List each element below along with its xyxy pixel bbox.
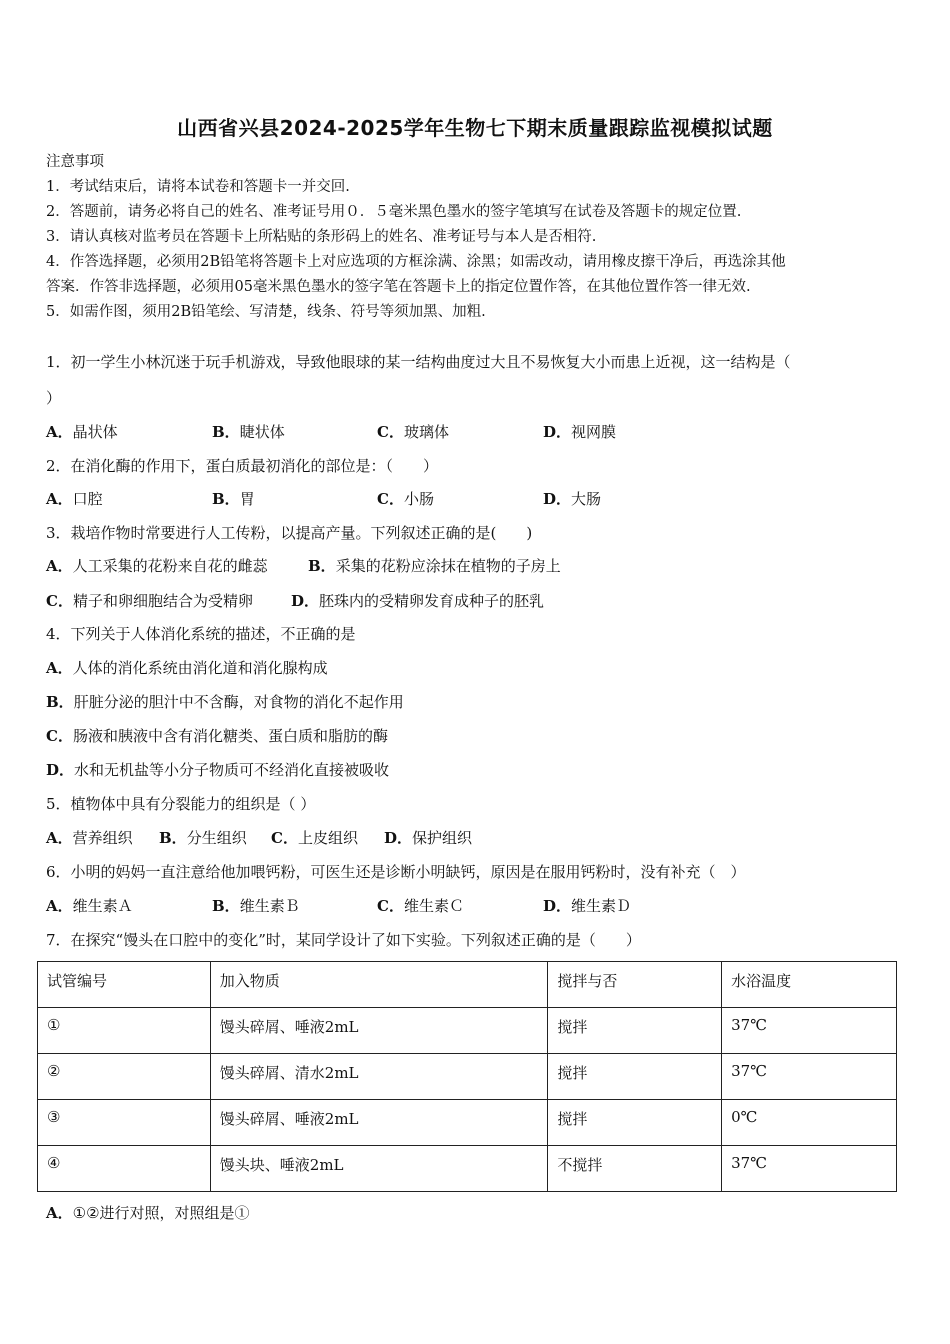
q6-option-a <box>46 896 133 916</box>
option-letter: A． <box>46 897 73 915</box>
option-text: 水和无机盐等小分子物质可不经消化直接被吸收 <box>74 761 390 779</box>
option-letter: D． <box>291 592 320 610</box>
option-text: 人工采集的花粉来自花的雌蕊 <box>72 557 268 575</box>
table-row <box>38 1146 897 1192</box>
q2-stem: 2．在消化酶的作用下，蛋白质最初消化的部位是：（ ） <box>46 457 439 475</box>
table-header-cell: 水浴温度 <box>722 962 897 1008</box>
option-letter: D． <box>543 897 572 915</box>
table-cell: ④ <box>38 1146 211 1192</box>
q3-option-d <box>291 591 544 611</box>
option-letter: C． <box>46 592 73 610</box>
option-text: ①②进行对照，对照组是① <box>72 1204 250 1222</box>
table-cell: ② <box>38 1054 211 1100</box>
option-text: 胚珠内的受精卵发育成种子的胚乳 <box>319 592 545 610</box>
option-letter: A． <box>46 1204 73 1222</box>
table-cell: 搅拌 <box>548 1008 722 1054</box>
q4-option-b <box>46 692 404 712</box>
option-text: 维生素Ｄ <box>571 897 632 915</box>
option-text: 小肠 <box>403 490 434 508</box>
table-header-cell: 试管编号 <box>38 962 211 1008</box>
q7-stem: 7．在探究“馒头在口腔中的变化”时，某同学设计了如下实验。下列叙述正确的是（ ） <box>46 931 641 949</box>
q2-option-a <box>46 489 103 509</box>
table-cell: ③ <box>38 1100 211 1146</box>
q5-option-a <box>46 828 133 848</box>
option-text: 胃 <box>239 490 255 508</box>
q4-option-d <box>46 760 389 780</box>
option-letter: A． <box>46 829 73 847</box>
option-text: 肠液和胰液中含有消化糖类、蛋白质和脂肪的酶 <box>72 727 388 745</box>
option-letter: C． <box>377 490 404 508</box>
option-letter: D． <box>46 761 75 779</box>
q1-option-d <box>543 422 616 442</box>
notice-item-1: 1．考试结束后，请将本试卷和答题卡一并交回. <box>46 179 350 195</box>
option-letter: B． <box>212 423 240 441</box>
option-letter: C． <box>377 897 404 915</box>
table-header-cell: 加入物质 <box>210 962 548 1008</box>
option-text: 上皮组织 <box>297 829 358 847</box>
q1-stem-cont: ） <box>46 389 62 407</box>
table-cell: 馒头块、唾液2mL <box>210 1146 548 1192</box>
q4-option-c <box>46 726 388 746</box>
option-text: 营养组织 <box>72 829 133 847</box>
option-letter: B． <box>212 490 240 508</box>
notice-item-4-cont: 答案．作答非选择题，必须用05毫米黑色墨水的签字笔在答题卡上的指定位置作答，在其他位置作答一律无效. <box>46 279 751 295</box>
option-letter: A． <box>46 423 73 441</box>
option-text: 口腔 <box>72 490 103 508</box>
option-letter: B． <box>159 829 187 847</box>
option-letter: B． <box>308 557 336 575</box>
notice-heading: 注意事项 <box>46 154 104 170</box>
option-text: 维生素Ｃ <box>403 897 464 915</box>
option-letter: B． <box>212 897 240 915</box>
option-text: 玻璃体 <box>403 423 449 441</box>
q5-option-b <box>159 828 247 848</box>
option-text: 分生组织 <box>186 829 247 847</box>
option-text: 睫状体 <box>239 423 285 441</box>
table-cell: 0℃ <box>722 1100 897 1146</box>
table-cell: 馒头碎屑、唾液2mL <box>210 1008 548 1054</box>
q5-stem: 5．植物体中具有分裂能力的组织是（ ） <box>46 795 316 813</box>
q4-stem: 4．下列关于人体消化系统的描述，不正确的是 <box>46 625 356 643</box>
table-cell: 37℃ <box>722 1146 897 1192</box>
option-letter: D． <box>384 829 413 847</box>
option-text: 维生素Ｂ <box>239 897 300 915</box>
table-cell: 搅拌 <box>548 1054 722 1100</box>
option-letter: A． <box>46 490 73 508</box>
q3-stem: 3．栽培作物时常要进行人工传粉，以提高产量。下列叙述正确的是( ) <box>46 524 533 542</box>
table-cell: 馒头碎屑、清水2mL <box>210 1054 548 1100</box>
table-cell: ① <box>38 1008 211 1054</box>
q6-option-d <box>543 896 631 916</box>
option-text: 大肠 <box>571 490 602 508</box>
option-letter: A． <box>46 659 73 677</box>
table-row <box>38 1100 897 1146</box>
q3-option-a <box>46 556 268 576</box>
option-text: 视网膜 <box>571 423 617 441</box>
q2-option-c <box>377 489 434 509</box>
option-text: 精子和卵细胞结合为受精卵 <box>72 592 253 610</box>
q6-option-c <box>377 896 464 916</box>
option-letter: C． <box>271 829 298 847</box>
table-row <box>38 1054 897 1100</box>
table-cell: 37℃ <box>722 1054 897 1100</box>
experiment-table <box>37 961 897 1192</box>
option-letter: D． <box>543 490 572 508</box>
option-letter: B． <box>46 693 74 711</box>
notice-item-2: 2．答题前，请务必将自己的姓名、准考证号用０．５毫米黑色墨水的签字笔填写在试卷及答题卡的规定位置. <box>46 204 742 220</box>
q7-option-a <box>46 1203 250 1223</box>
table-cell: 搅拌 <box>548 1100 722 1146</box>
q5-option-c <box>271 828 358 848</box>
table-row <box>38 1008 897 1054</box>
q3-option-b <box>308 556 561 576</box>
table-cell: 37℃ <box>722 1008 897 1054</box>
page-title: 山西省兴县2024-2025学年生物七下期末质量跟踪监视模拟试题 <box>177 116 773 140</box>
q1-option-c <box>377 422 449 442</box>
option-letter: A． <box>46 557 73 575</box>
notice-item-5: 5．如需作图，须用2B铅笔绘、写清楚，线条、符号等须加黑、加粗. <box>46 304 486 320</box>
q6-option-b <box>212 896 300 916</box>
option-letter: C． <box>46 727 73 745</box>
q1-stem: 1．初一学生小林沉迷于玩手机游戏，导致他眼球的某一结构曲度过大且不易恢复大小而患上近视，这一结构是（ <box>46 353 791 371</box>
notice-item-4: 4．作答选择题，必须用2B铅笔将答题卡上对应选项的方框涂满、涂黑；如需改动，请用橡皮擦干净后，再选涂其他 <box>46 254 786 270</box>
q3-option-c <box>46 591 253 611</box>
table-header-row <box>38 962 897 1008</box>
q1-option-b <box>212 422 285 442</box>
q4-option-a <box>46 658 328 678</box>
option-text: 晶状体 <box>72 423 118 441</box>
q6-stem: 6．小明的妈妈一直注意给他加喂钙粉，可医生还是诊断小明缺钙，原因是在服用钙粉时，没有补充（ ） <box>46 863 746 881</box>
option-text: 肝脏分泌的胆汁中不含酶，对食物的消化不起作用 <box>73 693 404 711</box>
q5-option-d <box>384 828 472 848</box>
table-cell: 不搅拌 <box>548 1146 722 1192</box>
option-letter: C． <box>377 423 404 441</box>
q1-option-a <box>46 422 118 442</box>
table-cell: 馒头碎屑、唾液2mL <box>210 1100 548 1146</box>
option-text: 维生素Ａ <box>72 897 133 915</box>
q2-option-b <box>212 489 255 509</box>
option-letter: D． <box>543 423 572 441</box>
table-header-cell: 搅拌与否 <box>548 962 722 1008</box>
option-text: 保护组织 <box>412 829 473 847</box>
option-text: 采集的花粉应涂抹在植物的子房上 <box>335 557 561 575</box>
q2-option-d <box>543 489 601 509</box>
option-text: 人体的消化系统由消化道和消化腺构成 <box>72 659 328 677</box>
notice-item-3: 3．请认真核对监考员在答题卡上所粘贴的条形码上的姓名、准考证号与本人是否相符. <box>46 229 597 245</box>
